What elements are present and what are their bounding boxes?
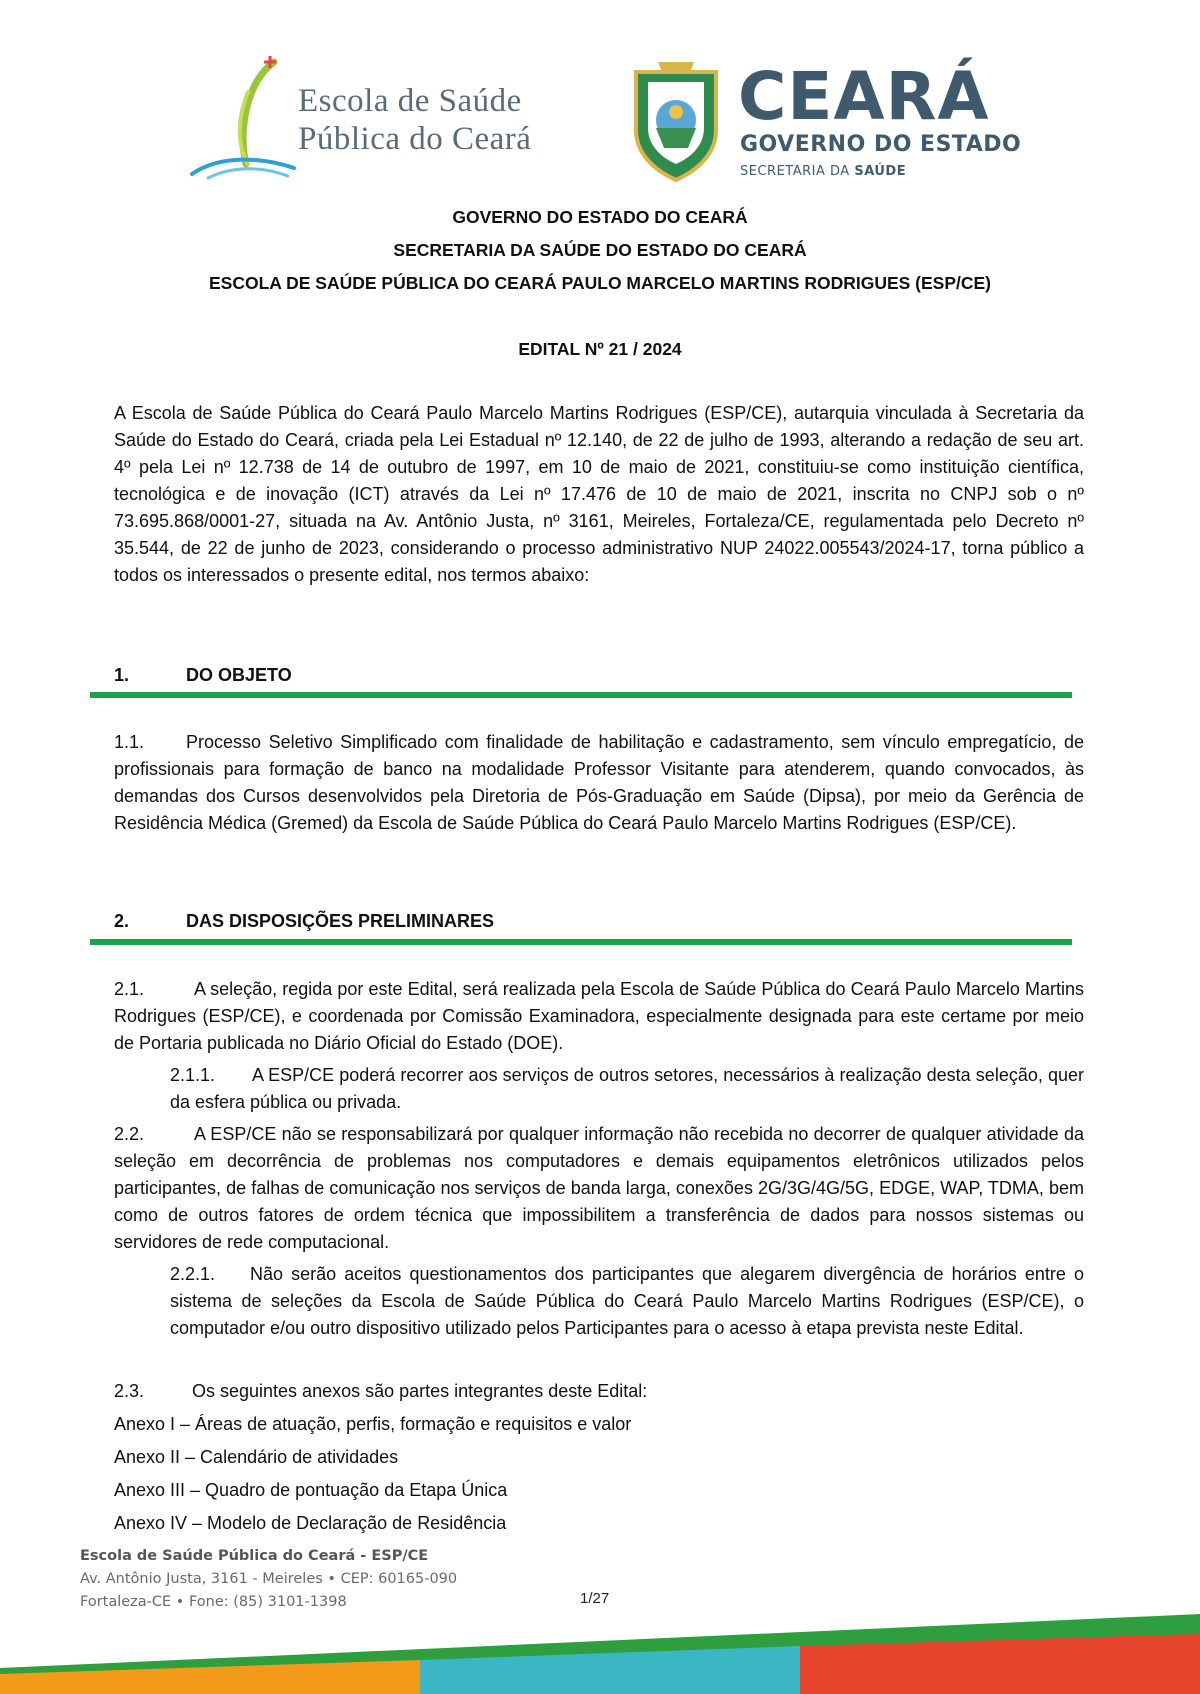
ceara-logo — [628, 52, 1028, 182]
section-1-heading: 1. DO OBJETO — [114, 665, 292, 685]
paragraph-2-1: 2.1. A seleção, regida por este Edital, será realizada pela Escola de Saúde Pública do Ceará Paulo Marcelo Martins Rodrigues (ESP/CE), e coordenada por Comissão Examinadora, especialmente designada para este certame por meio de Portaria publicada no Diário Oficial do Estado (DOE). — [114, 979, 1084, 1053]
edital-title: EDITAL Nº 21 / 2024 — [518, 339, 682, 359]
header-line-3: ESCOLA DE SAÚDE PÚBLICA DO CEARÁ PAULO MARCELO MARTINS RODRIGUES (ESP/CE) — [208, 273, 992, 293]
paragraph-2-1-1: 2.1.1. A ESP/CE poderá recorrer aos serviços de outros setores, necessários à realização desta seleção, quer da esfera pública ou privada. — [170, 1065, 1084, 1112]
page-number: 1/27 — [580, 1590, 610, 1607]
esp-emblem-icon — [188, 52, 298, 182]
section-1-rule — [90, 692, 1072, 698]
esp-logo — [188, 52, 588, 182]
paragraph-2-2-1: 2.2.1. Não serão aceitos questionamentos dos participantes que alegarem divergência de horários entre o sistema de seleções da Escola de Saúde Pública do Ceará Paulo Marcelo Martins Rodrigues (ESP/CE), o computador e/ou outro dispositivo utilizado pelos Participantes para o acesso à etapa prevista neste Edital. — [170, 1264, 1084, 1338]
section-2-heading: 2. DAS DISPOSIÇÕES PRELIMINARES — [114, 911, 495, 931]
paragraph-1-1: 1.1. Processo Seletivo Simplificado com finalidade de habilitação e cadastramento, sem vínculo empregatício, de profissionais para formação de banco na modalidade Professor Visitante para atenderem, quando convocados, às demandas dos Cursos desenvolvidos pela Diretoria de Pós-Graduação em Saúde (Dipsa), por meio da Gerência de Residência Médica (Gremed) da Escola de Saúde Pública do Ceará Paulo Marcelo Martins Rodrigues (ESP/CE). — [114, 732, 1084, 833]
header-line-2: SECRETARIA DA SAÚDE DO ESTADO DO CEARÁ — [393, 240, 807, 260]
paragraph-2-2: 2.2. A ESP/CE não se responsabilizará por qualquer informação não recebida no decorrer de qualquer atividade da seleção em decorrência de problemas nos computadores e demais equipamentos eletrônicos utilizados pelos participantes, de falhas de comunicação nos serviços de banda larga, conexões 2G/3G/4G/5G, EDGE, WAP, TDMA, bem como de outros fatores de ordem técnica que impossibilitem a transferência de dados para nossos sistemas ou servidores de rede computacional. — [114, 1124, 1084, 1252]
annex-item: Anexo I – Áreas de atuação, perfis, formação e requisitos e valor — [114, 1414, 632, 1434]
annex-item: Anexo II – Calendário de atividades — [114, 1447, 399, 1467]
ceara-title: CEARÁ — [738, 58, 990, 135]
annex-item: Anexo III – Quadro de pontuação da Etapa Única — [114, 1480, 508, 1500]
esp-logo-text: Escola de Saúde Pública do Ceará — [298, 83, 532, 157]
paragraph-2-3: 2.3. Os seguintes anexos são partes integrantes deste Edital: — [114, 1381, 648, 1401]
footer-city: Fortaleza-CE • Fone: (85) 3101-1398 — [80, 1594, 347, 1610]
footer-address: Av. Antônio Justa, 3161 - Meireles • CEP: 60165-090 — [80, 1571, 458, 1587]
coat-of-arms-icon — [628, 52, 724, 182]
footer-org: Escola de Saúde Pública do Ceará - ESP/CE — [80, 1548, 429, 1564]
annex-item: Anexo IV – Modelo de Declaração de Residência — [114, 1513, 507, 1533]
section-2-rule — [90, 939, 1072, 945]
intro-paragraph: A Escola de Saúde Pública do Ceará Paulo Marcelo Martins Rodrigues (ESP/CE), autarquia vinculada à Secretaria da Saúde do Estado do Ceará, criada pela Lei Estadual nº 12.140, de 22 de julho de 1993, alterando a redação de seu art. 4º pela Lei nº 12.738 de 14 de outubro de 1997, em 10 de maio de 2021, constituiu-se como instituição científica, tecnológica e de inovação (ICT) através da Lei nº 17.476 de 10 de maio de 2021, inscrita no CNPJ sob o nº 73.695.868/0001-27, situada na Av. Antônio Justa, nº 3161, Meireles, Fortaleza/CE, regulamentada pelo Decreto nº 35.544, de 22 de junho de 2023, considerando o processo administrativo NUP 24022.005543/2024-17, torna público a todos os interessados o presente edital, nos termos abaixo: — [114, 403, 1084, 585]
header-line-1: GOVERNO DO ESTADO DO CEARÁ — [452, 207, 748, 227]
ceara-sec-label: SECRETARIA DA SAÚDE — [740, 164, 907, 179]
ceara-gov-label: GOVERNO DO ESTADO — [740, 132, 1022, 157]
footer-color-band — [0, 1610, 1200, 1694]
